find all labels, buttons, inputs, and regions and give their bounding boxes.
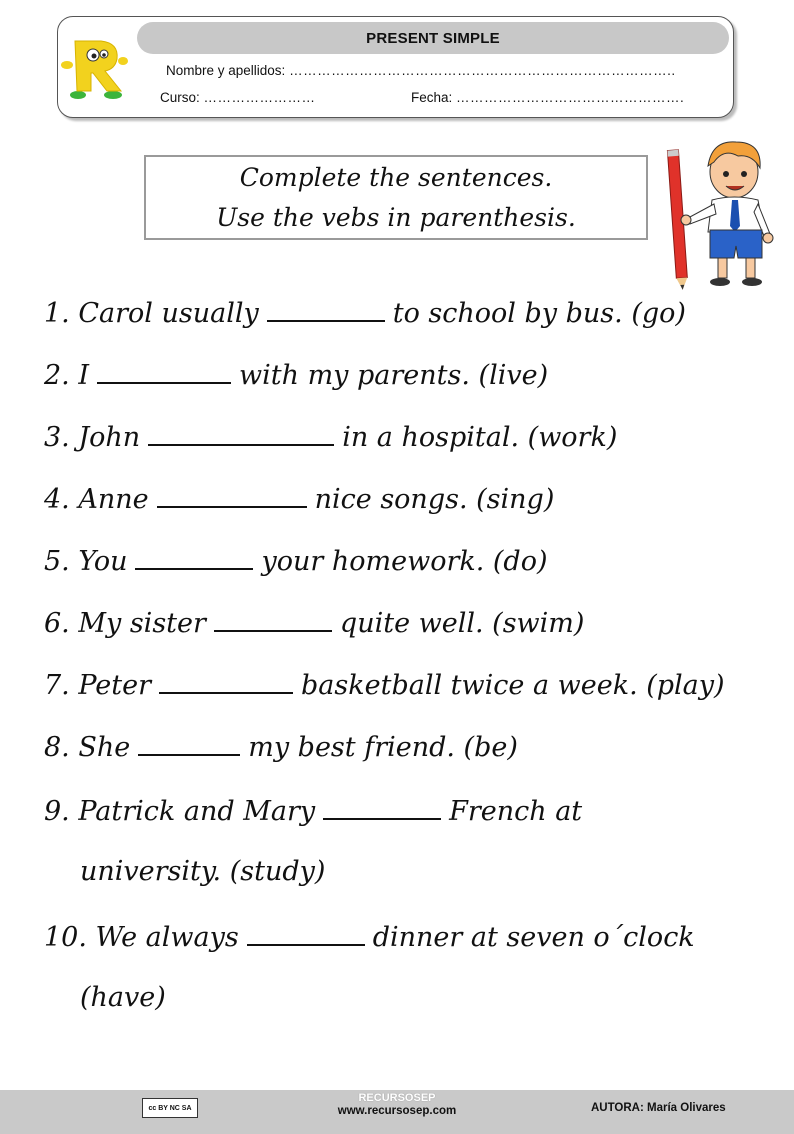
answer-blank-9[interactable] [323,794,441,820]
course-field [160,90,316,105]
worksheet-title: PRESENT SIMPLE [137,22,729,54]
exercise-9-pre: 9. Patrick and Mary [44,796,316,827]
exercise-6 [44,606,584,639]
answer-blank-1[interactable] [267,296,385,322]
exercise-10-pre: 10. We always [44,922,239,953]
exercise-9-continuation-text: university. (study) [80,856,326,887]
exercise-9 [44,794,582,827]
creative-commons-license-icon: cc BY NC SA [142,1098,198,1118]
exercise-8-post: my best friend. (be) [248,732,518,763]
exercise-9-continuation [80,856,325,887]
letter-r-mascot-icon [61,35,129,99]
exercise-8-pre: 8. She [44,732,131,763]
exercise-3-pre: 3. John [44,422,141,453]
answer-blank-4[interactable] [157,482,307,508]
exercise-6-pre: 6. My sister [44,608,206,639]
date-field [411,90,684,105]
exercise-7-pre: 7. Peter [44,670,152,701]
exercise-5-pre: 5. You [44,546,128,577]
schoolboy-with-pencil-illustration [664,136,776,292]
exercise-2-pre: 2. I [44,360,90,391]
exercise-7 [44,668,725,701]
answer-blank-5[interactable] [135,544,253,570]
exercise-1-pre: 1. Carol usually [44,298,259,329]
exercise-2 [44,358,548,391]
exercise-3 [44,420,617,453]
name-label: Nombre y apellidos: [166,63,286,78]
exercise-10-post: dinner at seven o´clock [372,922,695,953]
exercise-3-post: in a hospital. (work) [342,422,618,453]
exercise-10 [44,920,695,953]
header-box [57,16,734,118]
answer-blank-7[interactable] [159,668,293,694]
name-field [166,63,676,78]
exercise-9-post: French at [449,796,583,827]
exercise-10-continuation [80,982,166,1013]
author-credit: AUTORA: María Olivares [591,1102,726,1114]
instructions-box [144,155,648,240]
exercise-4-pre: 4. Anne [44,484,149,515]
exercise-4-post: nice songs. (sing) [314,484,555,515]
answer-blank-10[interactable] [247,920,365,946]
exercise-5 [44,544,548,577]
name-dots: ……………………………………………………………………….. [289,63,676,78]
site-name: RECURSOSEP [358,1092,436,1104]
instruction-line-2: Use the vebs in parenthesis. [216,202,576,232]
date-label: Fecha: [411,90,453,105]
footer [0,1090,794,1134]
site-url-link[interactable]: www.recursosep.com [337,1105,457,1117]
exercise-6-post: quite well. (swim) [339,608,585,639]
course-label: Curso: [160,90,200,105]
exercise-1-post: to school by bus. (go) [392,298,686,329]
exercise-4 [44,482,554,515]
exercise-1 [44,296,686,329]
answer-blank-8[interactable] [138,730,240,756]
exercise-7-post: basketball twice a week. (play) [301,670,725,701]
exercise-10-continuation-text: (have) [80,982,166,1013]
exercise-8 [44,730,518,763]
exercise-5-post: your homework. (do) [261,546,548,577]
exercise-2-post: with my parents. (live) [239,360,549,391]
answer-blank-2[interactable] [97,358,231,384]
course-dots: …………………… [203,90,316,105]
date-dots: …………………………………………. [456,90,685,105]
answer-blank-6[interactable] [214,606,332,632]
instruction-line-1: Complete the sentences. [239,162,553,192]
answer-blank-3[interactable] [148,420,334,446]
